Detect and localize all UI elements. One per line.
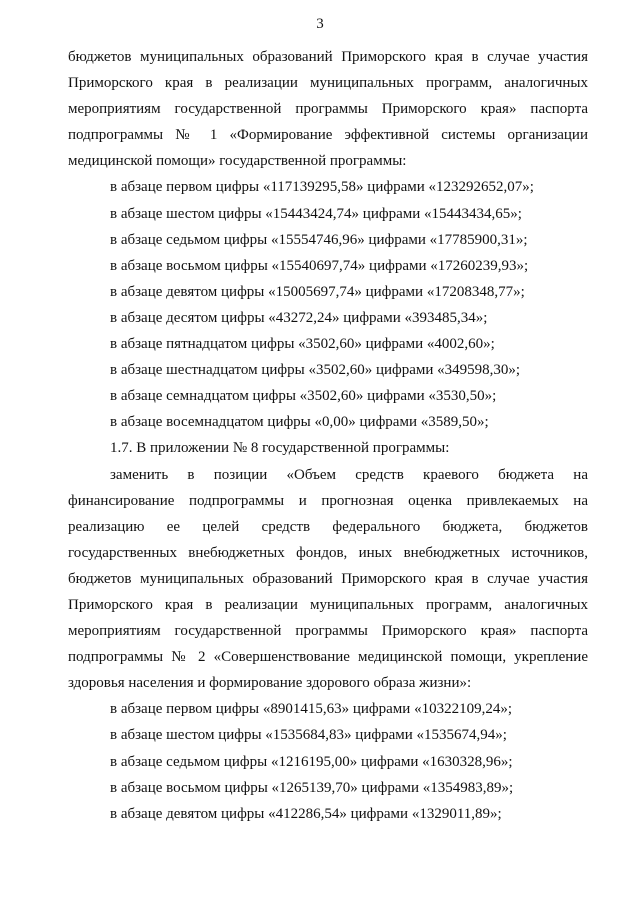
section-heading: 1.7. В приложении № 8 государственной программы:	[110, 440, 450, 457]
text-line: бюджетов муниципальных образований Приморского края в случае участия	[68, 49, 588, 65]
paragraph-budget-passport-1	[68, 44, 588, 174]
list-item: в абзаце восьмом цифры «1265139,70» цифрами «1354983,89»;	[110, 779, 514, 796]
text-line: Приморского края в реализации муниципальных программ, аналогичных	[68, 596, 588, 613]
list-item: в абзаце восьмом цифры «15540697,74» цифрами «17260239,93»;	[110, 257, 529, 274]
amendment-list-1	[68, 174, 588, 435]
list-item: в абзаце пятнадцатом цифры «3502,60» цифрами «4002,60»;	[110, 336, 495, 353]
list-item: в абзаце десятом цифры «43272,24» цифрами «393485,34»;	[110, 309, 488, 326]
text-line: медицинской помощи» государственной программы:	[68, 153, 407, 170]
list-item: в абзаце шестом цифры «1535684,83» цифрами «1535674,94»;	[110, 727, 507, 744]
paragraph-budget-passport-2	[68, 462, 588, 697]
text-line: мероприятиям государственной программы Приморского края» паспорта	[68, 623, 588, 640]
list-item: в абзаце девятом цифры «15005697,74» цифрами «17208348,77»;	[110, 283, 525, 300]
text-line: подпрограммы № 1 «Формирование эффективной системы организации	[68, 127, 588, 144]
text-line: здоровья населения и формирование здорового образа жизни»:	[68, 675, 472, 692]
text-line: бюджетов муниципальных образований Приморского края в случае участия	[68, 570, 588, 587]
list-item: в абзаце седьмом цифры «15554746,96» цифрами «17785900,31»;	[110, 231, 528, 248]
list-item: в абзаце первом цифры «8901415,63» цифрами «10322109,24»;	[110, 701, 512, 718]
list-item: в абзаце восемнадцатом цифры «0,00» цифрами «3589,50»;	[110, 414, 489, 431]
text-line: Приморского края в реализации муниципальных программ, аналогичных	[68, 75, 588, 92]
text-line: подпрограммы № 2 «Совершенствование медицинской помощи, укрепление	[68, 649, 588, 666]
text-line: реализацию ее целей средств федерального бюджета, бюджетов	[68, 518, 588, 535]
document-body	[68, 44, 588, 827]
text-line: финансирование подпрограммы и прогнозная оценка привлекаемых на	[68, 492, 588, 509]
list-item: в абзаце семнадцатом цифры «3502,60» цифрами «3530,50»;	[110, 388, 497, 405]
list-item: в абзаце шестом цифры «15443424,74» цифрами «15443434,65»;	[110, 205, 522, 222]
list-item: в абзаце первом цифры «117139295,58» цифрами «123292652,07»;	[110, 179, 534, 196]
list-item: в абзаце седьмом цифры «1216195,00» цифрами «1630328,96»;	[110, 753, 513, 770]
text-line: заменить в позиции «Объем средств краевого бюджета на	[110, 466, 588, 483]
page-number: 3	[316, 16, 324, 32]
list-item: в абзаце шестнадцатом цифры «3502,60» цифрами «349598,30»;	[110, 362, 521, 379]
text-line: государственных внебюджетных фондов, иных внебюджетных источников,	[68, 544, 588, 561]
list-item: в абзаце девятом цифры «412286,54» цифрами «1329011,89»;	[110, 805, 502, 822]
text-line: мероприятиям государственной программы Приморского края» паспорта	[68, 101, 588, 118]
amendment-list-2	[68, 696, 588, 826]
